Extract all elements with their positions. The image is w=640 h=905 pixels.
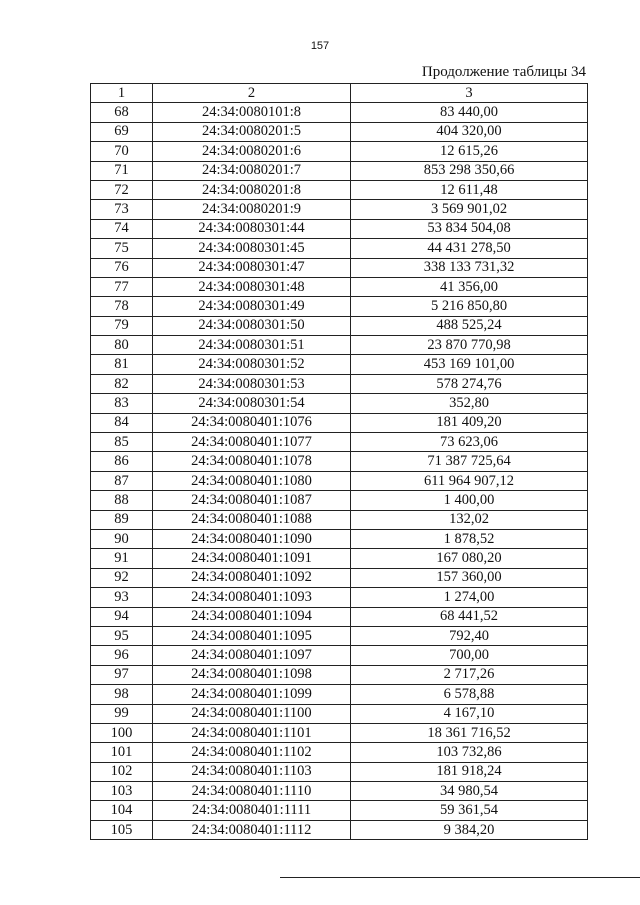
table-row — [91, 239, 588, 258]
value-cell: 6 578,88 — [351, 685, 588, 704]
cadastral-number-cell: 24:34:0080401:1080 — [153, 471, 351, 490]
table-row — [91, 626, 588, 645]
table-row — [91, 413, 588, 432]
value-cell: 453 169 101,00 — [351, 355, 588, 374]
table-row — [91, 122, 588, 141]
cadastral-number-cell: 24:34:0080301:51 — [153, 336, 351, 355]
cadastral-number-cell: 24:34:0080401:1099 — [153, 685, 351, 704]
row-number-cell: 80 — [91, 336, 153, 355]
value-cell: 488 525,24 — [351, 316, 588, 335]
row-number-cell: 74 — [91, 219, 153, 238]
row-number-cell: 82 — [91, 374, 153, 393]
value-cell: 611 964 907,12 — [351, 471, 588, 490]
value-cell: 157 360,00 — [351, 568, 588, 587]
value-cell: 23 870 770,98 — [351, 336, 588, 355]
value-cell: 3 569 901,02 — [351, 200, 588, 219]
cadastral-number-cell: 24:34:0080301:54 — [153, 394, 351, 413]
row-number-cell: 85 — [91, 433, 153, 452]
table-row — [91, 142, 588, 161]
value-cell: 1 400,00 — [351, 491, 588, 510]
cadastral-number-cell: 24:34:0080301:44 — [153, 219, 351, 238]
table-row — [91, 568, 588, 587]
cadastral-number-cell: 24:34:0080401:1092 — [153, 568, 351, 587]
value-cell: 5 216 850,80 — [351, 297, 588, 316]
value-cell: 53 834 504,08 — [351, 219, 588, 238]
table-body — [91, 103, 588, 840]
cadastral-number-cell: 24:34:0080401:1103 — [153, 762, 351, 781]
table-row — [91, 762, 588, 781]
row-number-cell: 103 — [91, 782, 153, 801]
table-row — [91, 665, 588, 684]
cadastral-number-cell: 24:34:0080401:1077 — [153, 433, 351, 452]
row-number-cell: 105 — [91, 820, 153, 839]
row-number-cell: 93 — [91, 588, 153, 607]
table-row — [91, 607, 588, 626]
row-number-cell: 101 — [91, 743, 153, 762]
row-number-cell: 70 — [91, 142, 153, 161]
row-number-cell: 69 — [91, 122, 153, 141]
row-number-cell: 78 — [91, 297, 153, 316]
row-number-cell: 84 — [91, 413, 153, 432]
table-row — [91, 549, 588, 568]
value-cell: 853 298 350,66 — [351, 161, 588, 180]
cadastral-number-cell: 24:34:0080301:49 — [153, 297, 351, 316]
table-row — [91, 491, 588, 510]
table-row — [91, 374, 588, 393]
footer-divider — [280, 877, 640, 878]
value-cell: 1 878,52 — [351, 529, 588, 548]
row-number-cell: 87 — [91, 471, 153, 490]
row-number-cell: 81 — [91, 355, 153, 374]
table-continuation-label: Продолжение таблицы 34 — [421, 64, 586, 80]
table-row — [91, 277, 588, 296]
table-row — [91, 471, 588, 490]
cadastral-number-cell: 24:34:0080401:1094 — [153, 607, 351, 626]
value-cell: 181 918,24 — [351, 762, 588, 781]
column-header-cadastral-number: 2 — [153, 84, 351, 103]
cadastral-number-cell: 24:34:0080401:1088 — [153, 510, 351, 529]
cadastral-number-cell: 24:34:0080301:45 — [153, 239, 351, 258]
cadastral-number-cell: 24:34:0080301:53 — [153, 374, 351, 393]
value-cell: 700,00 — [351, 646, 588, 665]
value-cell: 41 356,00 — [351, 277, 588, 296]
value-cell: 2 717,26 — [351, 665, 588, 684]
data-table — [90, 83, 588, 840]
table-row — [91, 297, 588, 316]
cadastral-number-cell: 24:34:0080201:8 — [153, 180, 351, 199]
table-row — [91, 316, 588, 335]
value-cell: 404 320,00 — [351, 122, 588, 141]
row-number-cell: 98 — [91, 685, 153, 704]
row-number-cell: 104 — [91, 801, 153, 820]
table-row — [91, 103, 588, 122]
value-cell: 338 133 731,32 — [351, 258, 588, 277]
value-cell: 12 615,26 — [351, 142, 588, 161]
row-number-cell: 92 — [91, 568, 153, 587]
column-header-value: 3 — [351, 84, 588, 103]
table-row — [91, 433, 588, 452]
value-cell: 9 384,20 — [351, 820, 588, 839]
row-number-cell: 95 — [91, 626, 153, 645]
row-number-cell: 94 — [91, 607, 153, 626]
row-number-cell: 79 — [91, 316, 153, 335]
table-row — [91, 801, 588, 820]
table-row — [91, 336, 588, 355]
row-number-cell: 75 — [91, 239, 153, 258]
value-cell: 83 440,00 — [351, 103, 588, 122]
table-row — [91, 685, 588, 704]
table-row — [91, 219, 588, 238]
value-cell: 132,02 — [351, 510, 588, 529]
table-row — [91, 588, 588, 607]
cadastral-number-cell: 24:34:0080401:1111 — [153, 801, 351, 820]
row-number-cell: 100 — [91, 723, 153, 742]
value-cell: 103 732,86 — [351, 743, 588, 762]
table-row — [91, 510, 588, 529]
cadastral-number-cell: 24:34:0080301:50 — [153, 316, 351, 335]
row-number-cell: 86 — [91, 452, 153, 471]
table-row — [91, 704, 588, 723]
table-row — [91, 743, 588, 762]
table-row — [91, 452, 588, 471]
row-number-cell: 76 — [91, 258, 153, 277]
row-number-cell: 97 — [91, 665, 153, 684]
cadastral-number-cell: 24:34:0080201:5 — [153, 122, 351, 141]
row-number-cell: 88 — [91, 491, 153, 510]
value-cell: 4 167,10 — [351, 704, 588, 723]
value-cell: 1 274,00 — [351, 588, 588, 607]
column-header-number: 1 — [91, 84, 153, 103]
cadastral-number-cell: 24:34:0080401:1101 — [153, 723, 351, 742]
value-cell: 44 431 278,50 — [351, 239, 588, 258]
row-number-cell: 99 — [91, 704, 153, 723]
cadastral-number-cell: 24:34:0080401:1102 — [153, 743, 351, 762]
row-number-cell: 89 — [91, 510, 153, 529]
row-number-cell: 71 — [91, 161, 153, 180]
table-row — [91, 820, 588, 839]
cadastral-number-cell: 24:34:0080201:7 — [153, 161, 351, 180]
row-number-cell: 96 — [91, 646, 153, 665]
value-cell: 68 441,52 — [351, 607, 588, 626]
cadastral-number-cell: 24:34:0080401:1087 — [153, 491, 351, 510]
row-number-cell: 91 — [91, 549, 153, 568]
cadastral-number-cell: 24:34:0080401:1097 — [153, 646, 351, 665]
table-row — [91, 646, 588, 665]
table-row — [91, 529, 588, 548]
value-cell: 71 387 725,64 — [351, 452, 588, 471]
value-cell: 73 623,06 — [351, 433, 588, 452]
row-number-cell: 73 — [91, 200, 153, 219]
cadastral-number-cell: 24:34:0080401:1090 — [153, 529, 351, 548]
row-number-cell: 72 — [91, 180, 153, 199]
value-cell: 352,80 — [351, 394, 588, 413]
value-cell: 181 409,20 — [351, 413, 588, 432]
table-header-row — [91, 84, 588, 103]
cadastral-number-cell: 24:34:0080401:1076 — [153, 413, 351, 432]
table-row — [91, 200, 588, 219]
table-row — [91, 258, 588, 277]
row-number-cell: 90 — [91, 529, 153, 548]
cadastral-number-cell: 24:34:0080301:48 — [153, 277, 351, 296]
cadastral-number-cell: 24:34:0080401:1093 — [153, 588, 351, 607]
table-row — [91, 161, 588, 180]
table-row — [91, 723, 588, 742]
cadastral-number-cell: 24:34:0080401:1098 — [153, 665, 351, 684]
table-row — [91, 394, 588, 413]
row-number-cell: 102 — [91, 762, 153, 781]
cadastral-number-cell: 24:34:0080301:52 — [153, 355, 351, 374]
cadastral-number-cell: 24:34:0080101:8 — [153, 103, 351, 122]
cadastral-number-cell: 24:34:0080201:6 — [153, 142, 351, 161]
page-number: 157 — [310, 40, 330, 52]
table-row — [91, 180, 588, 199]
cadastral-number-cell: 24:34:0080401:1110 — [153, 782, 351, 801]
row-number-cell: 77 — [91, 277, 153, 296]
table-header — [91, 84, 588, 103]
cadastral-number-cell: 24:34:0080401:1078 — [153, 452, 351, 471]
table-row — [91, 355, 588, 374]
row-number-cell: 68 — [91, 103, 153, 122]
cadastral-number-cell: 24:34:0080401:1112 — [153, 820, 351, 839]
row-number-cell: 83 — [91, 394, 153, 413]
cadastral-number-cell: 24:34:0080401:1095 — [153, 626, 351, 645]
cadastral-number-cell: 24:34:0080401:1100 — [153, 704, 351, 723]
value-cell: 12 611,48 — [351, 180, 588, 199]
table-row — [91, 782, 588, 801]
value-cell: 34 980,54 — [351, 782, 588, 801]
value-cell: 18 361 716,52 — [351, 723, 588, 742]
value-cell: 792,40 — [351, 626, 588, 645]
cadastral-number-cell: 24:34:0080401:1091 — [153, 549, 351, 568]
cadastral-number-cell: 24:34:0080201:9 — [153, 200, 351, 219]
value-cell: 578 274,76 — [351, 374, 588, 393]
cadastral-number-cell: 24:34:0080301:47 — [153, 258, 351, 277]
value-cell: 167 080,20 — [351, 549, 588, 568]
value-cell: 59 361,54 — [351, 801, 588, 820]
